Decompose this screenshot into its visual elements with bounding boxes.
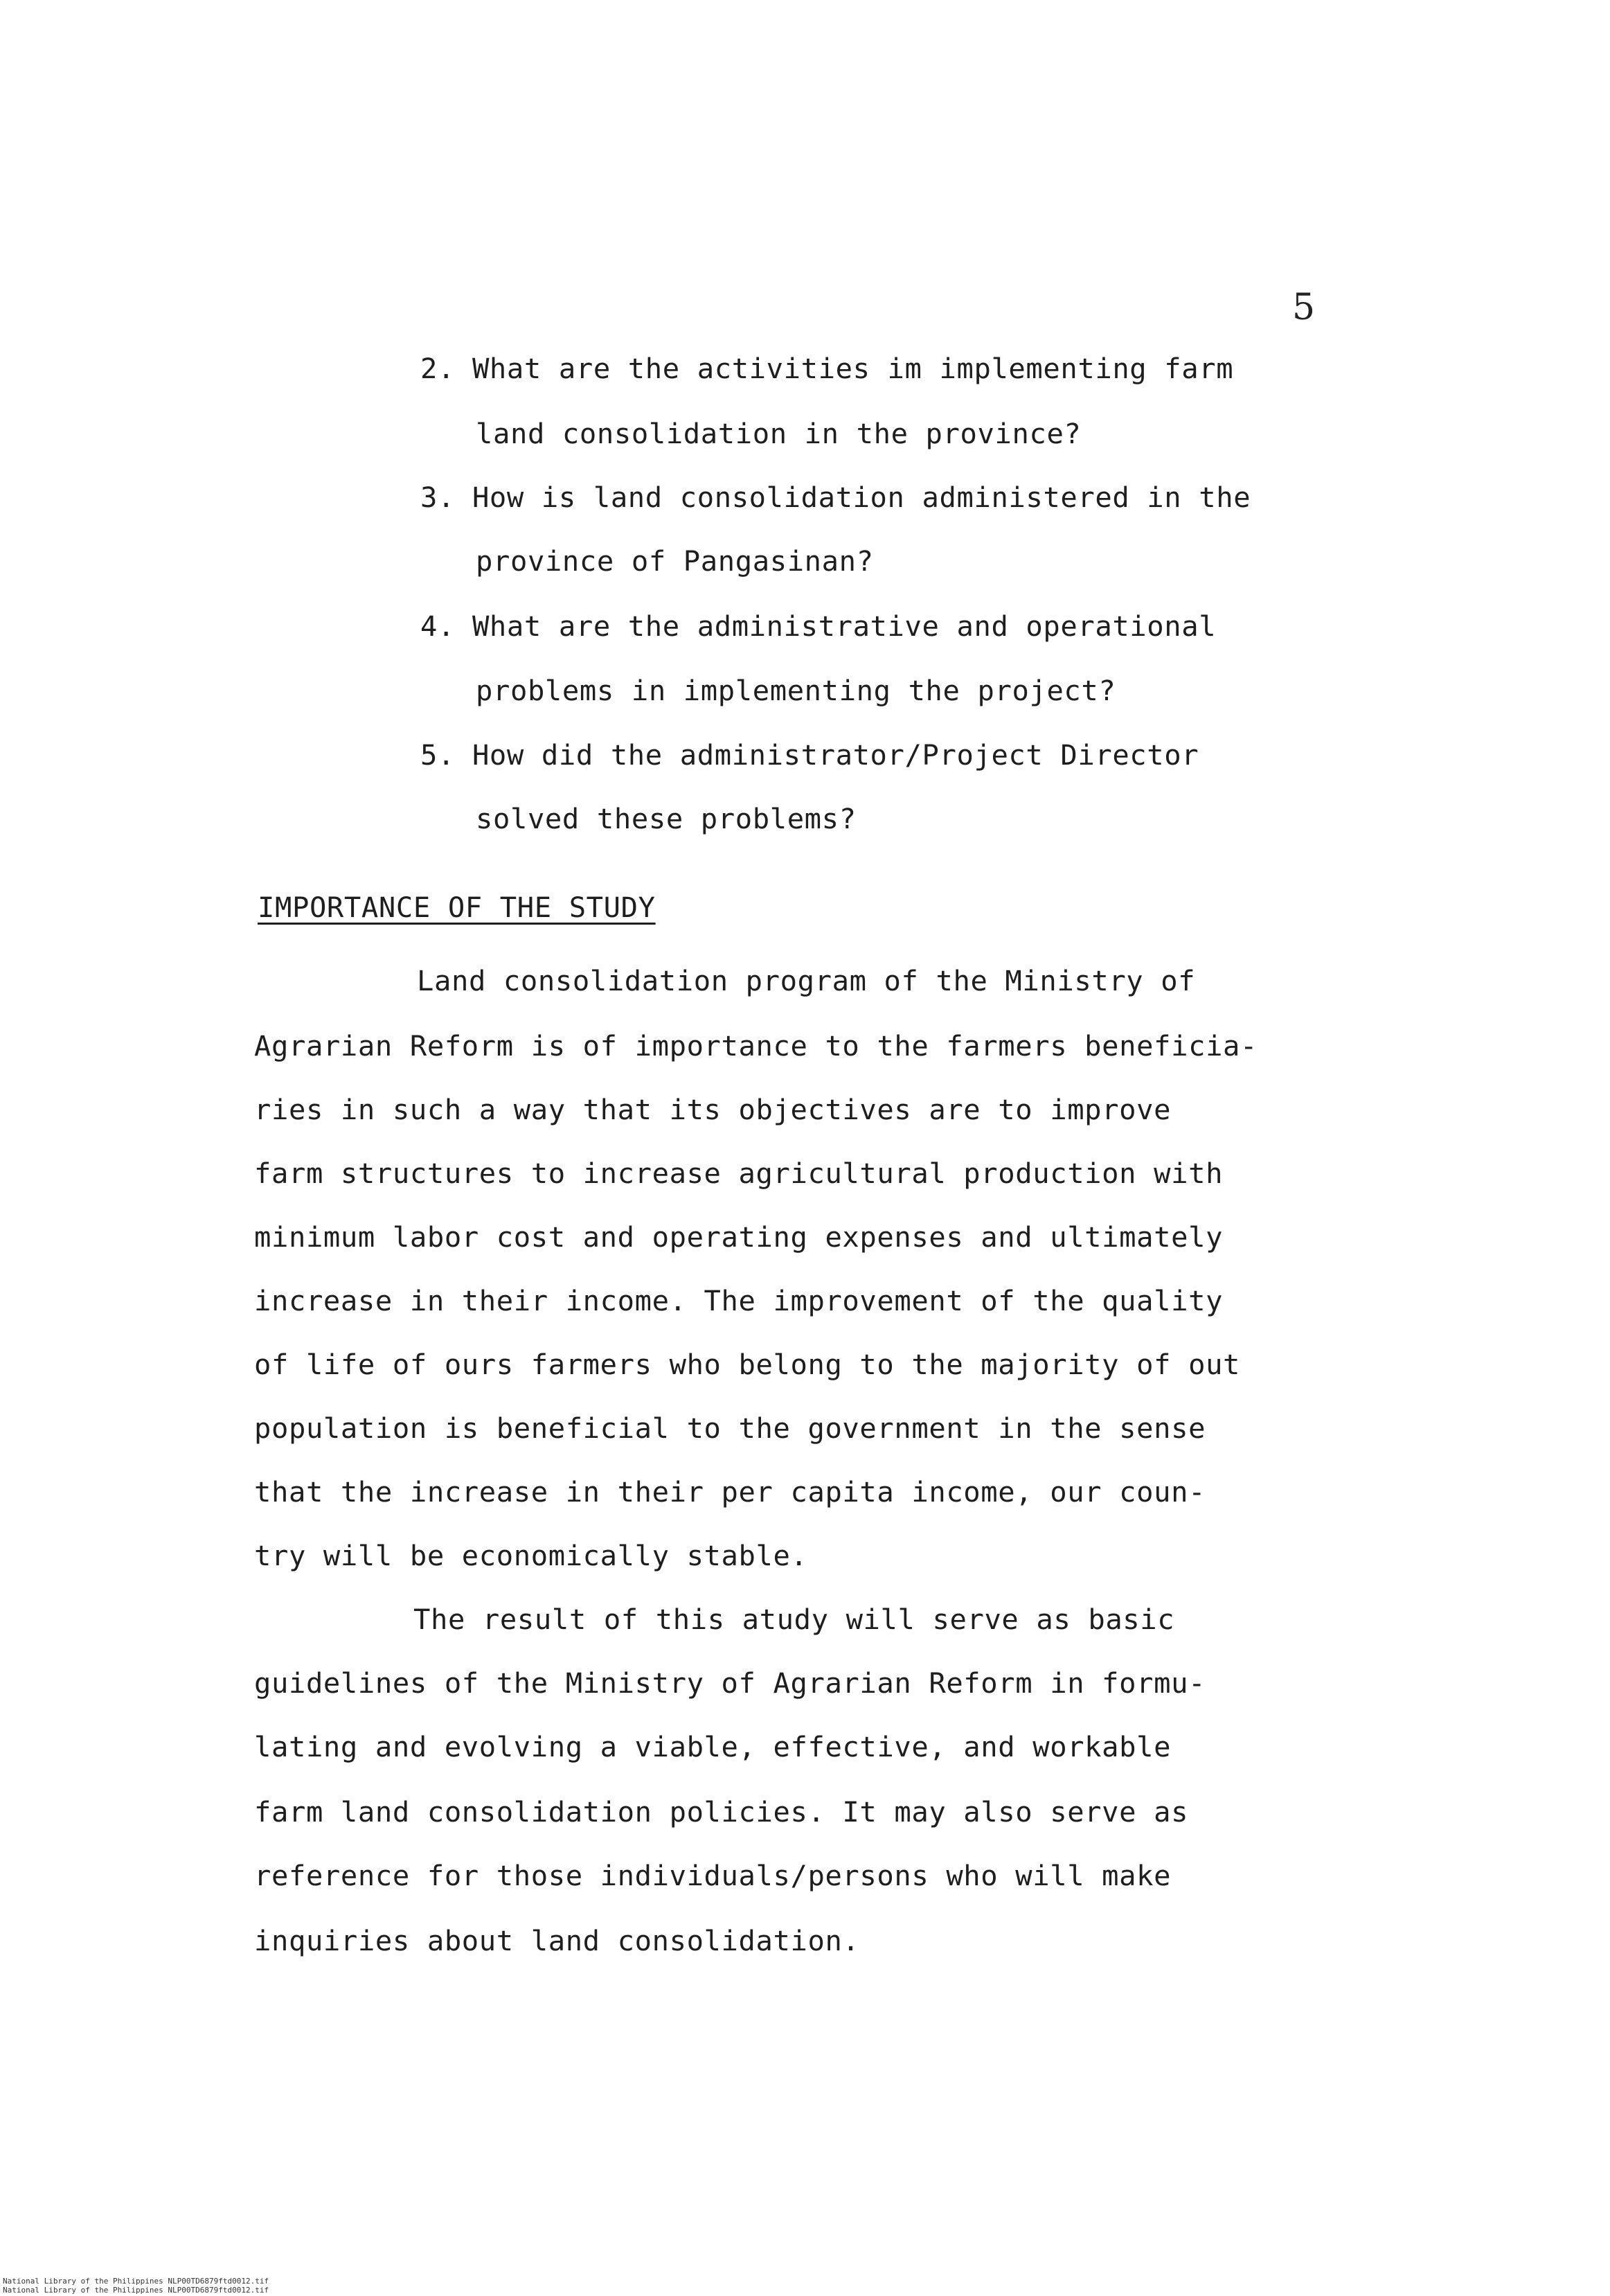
paragraph-line: increase in their income. The improvement of the quality [254, 1284, 1224, 1317]
paragraph-line: try will be economically stable. [254, 1539, 808, 1572]
paragraph-line: ries in such a way that its objectives are to improve [254, 1093, 1172, 1126]
paragraph-line: farm structures to increase agricultural production with [254, 1157, 1224, 1190]
paragraph-line: lating and evolving a viable, effective, and workable [254, 1730, 1172, 1763]
paragraph-line: population is beneficial to the government in the sense [254, 1412, 1206, 1445]
paragraph-line: Agrarian Reform is of importance to the farmers beneficia- [254, 1029, 1258, 1062]
paragraph-line: Land consolidation program of the Ministry of [417, 964, 1196, 997]
question-3-line-1: 3. How is land consolidation administered in the [420, 481, 1251, 514]
question-2-line-1: 2. What are the activities im implementing farm [420, 352, 1234, 385]
footer-scan-label: National Library of the Philippines NLP00TD6879ftd0012.tif [3, 2286, 269, 2295]
page-number: 5 [1292, 287, 1316, 328]
question-3-line-2: province of Pangasinan? [476, 544, 874, 578]
section-heading: IMPORTANCE OF THE STUDY [258, 891, 656, 924]
paragraph-line: minimum labor cost and operating expenses and ultimately [254, 1220, 1224, 1254]
paragraph-line: of life of ours farmers who belong to the majority of out [254, 1348, 1241, 1381]
paragraph-line: guidelines of the Ministry of Agrarian Reform in formu- [254, 1666, 1206, 1700]
paragraph-line: reference for those individuals/persons who will make [254, 1859, 1172, 1892]
question-4-line-2: problems in implementing the project? [476, 674, 1116, 707]
paragraph-line: that the increase in their per capita income, our coun- [254, 1475, 1206, 1509]
paragraph-line: farm land consolidation policies. It may also serve as [254, 1795, 1189, 1828]
paragraph-line: The result of this atudy will serve as basic [413, 1603, 1175, 1636]
paragraph-line: inquiries about land consolidation. [254, 1924, 860, 1957]
question-4-line-1: 4. What are the administrative and operational [420, 609, 1217, 643]
question-5-line-1: 5. How did the administrator/Project Director [420, 738, 1199, 772]
question-5-line-2: solved these problems? [476, 802, 857, 835]
question-2-line-2: land consolidation in the province? [476, 417, 1082, 450]
footer-scan-label: National Library of the Philippines NLP00TD6879ftd0012.tif [3, 2277, 269, 2286]
